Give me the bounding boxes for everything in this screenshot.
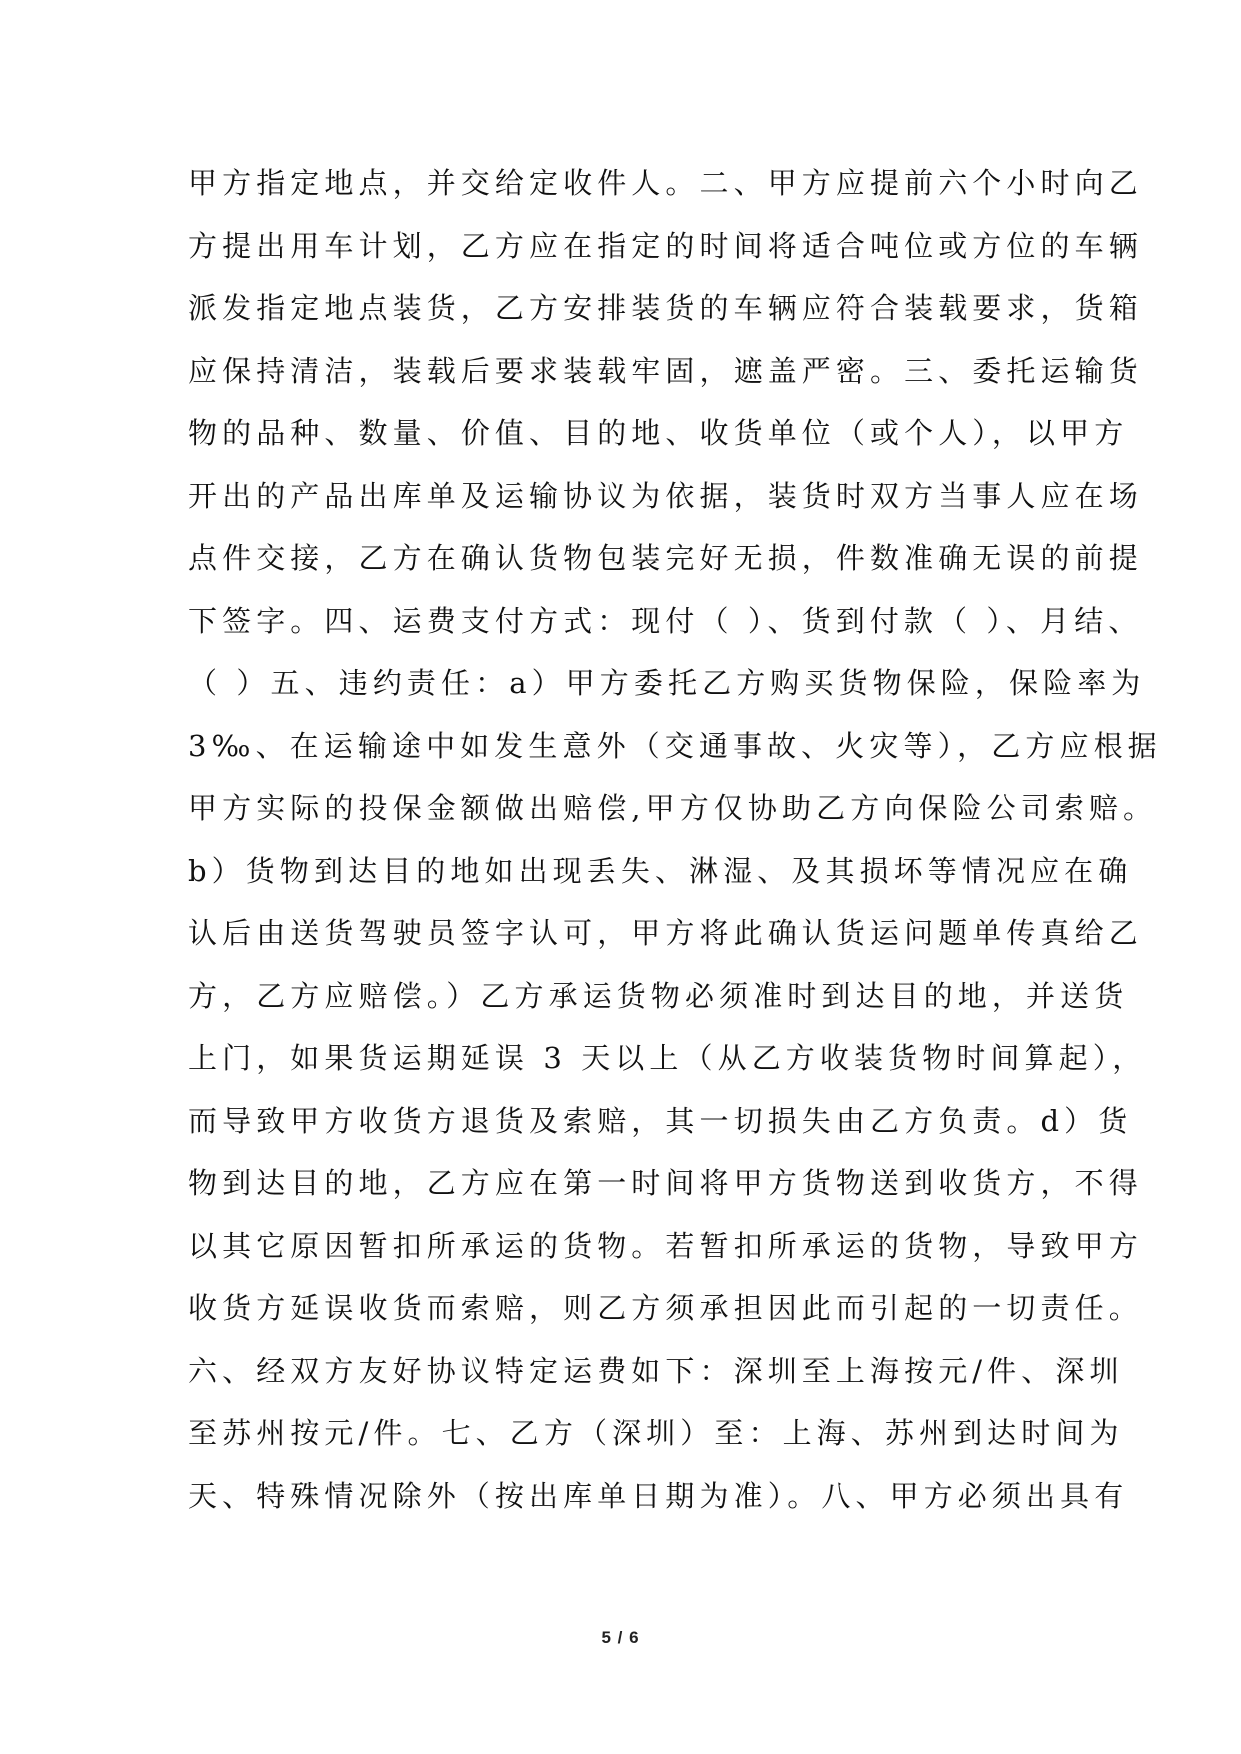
- text-line: 方提出用车计划，乙方应在指定的时间将适合吨位或方位的车辆: [188, 228, 1143, 263]
- text-line: 至苏州按元/件。七、乙方（深圳）至：上海、苏州到达时间为: [188, 1416, 1124, 1450]
- text-line: 下签字。四、运费支付方式：现付（ ）、货到付款（ ）、月结、: [188, 603, 1143, 638]
- text-line: 派发指定地点装货，乙方安排装货的车辆应符合装载要求，货箱: [188, 291, 1143, 325]
- text-line: 六、经双方友好协议特定运费如下：深圳至上海按元/件、深圳: [188, 1353, 1124, 1388]
- text-line: 甲方实际的投保金额做出赔偿,甲方仅协助乙方向保险公司索赔。: [188, 791, 1158, 825]
- text-line: 应保持清洁，装载后要求装载牢固，遮盖严密。三、委托运输货: [188, 353, 1143, 388]
- text-line: 以其它原因暂扣所承运的货物。若暂扣所承运的货物，导致甲方: [188, 1228, 1143, 1263]
- text-line: 天、特殊情况除外（按出库单日期为准）。八、甲方必须出具有: [188, 1478, 1129, 1513]
- text-line: 甲方指定地点，并交给定收件人。二、甲方应提前六个小时向乙: [188, 166, 1143, 200]
- text-line: 上门，如果货运期延误 3 天以上（从乙方收装货物时间算起），: [188, 1041, 1147, 1075]
- contract-body-text: [188, 152, 1162, 1527]
- text-line: 3‰、在运输途中如发生意外（交通事故、火灾等），乙方应根据: [188, 728, 1162, 763]
- text-line: （ ）五、违约责任：a）甲方委托乙方购买货物保险，保险率为: [188, 666, 1146, 700]
- text-line: 收货方延误收货而索赔，则乙方须承担因此而引起的一切责任。: [188, 1291, 1143, 1325]
- text-line: 方，乙方应赔偿。）乙方承运货物必须准时到达目的地，并送货: [188, 978, 1129, 1013]
- text-line: 开出的产品出库单及运输协议为依据，装货时双方当事人应在场: [188, 478, 1143, 513]
- text-line: 点件交接，乙方在确认货物包装完好无损，件数准确无误的前提: [188, 541, 1143, 575]
- text-line: 认后由送货驾驶员签字认可，甲方将此确认货运问题单传真给乙: [188, 916, 1143, 950]
- text-line: 物的品种、数量、价值、目的地、收货单位（或个人），以甲方: [188, 416, 1129, 450]
- text-line: 而导致甲方收货方退货及索赔，其一切损失由乙方负责。d）货: [188, 1103, 1133, 1138]
- page-number: 5 / 6: [601, 1628, 640, 1647]
- text-line: b）货物到达目的地如出现丢失、淋湿、及其损坏等情况应在确: [188, 853, 1133, 888]
- text-line: 物到达目的地，乙方应在第一时间将甲方货物送到收货方，不得: [188, 1166, 1143, 1200]
